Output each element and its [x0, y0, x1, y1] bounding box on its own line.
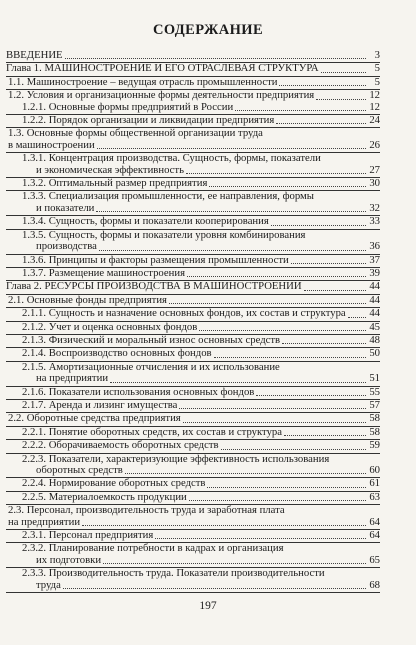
toc-entry-text: 1.3.1. Концентрация производства. Сущность, формы, показатели [22, 152, 321, 165]
toc-entry-text: 2.3. Персонал, производительность труда и заработная плата [8, 504, 285, 517]
toc-entry[interactable] [6, 153, 380, 178]
toc-entry-page: 55 [369, 385, 380, 398]
toc-entry-text-continued: в машиностроении [8, 139, 95, 151]
toc-entry[interactable] [6, 295, 380, 308]
toc-entry-page: 50 [369, 347, 380, 360]
toc-entry-text: 2.3.2. Планирование потребности в кадрах и организация [22, 542, 284, 555]
dot-leader [183, 421, 366, 423]
toc-entry-text: 2.3.1. Персонал предприятия [22, 530, 154, 542]
toc-entry[interactable] [6, 427, 380, 440]
dot-leader [221, 448, 366, 450]
toc-entry-text: 2.2.1. Понятие оборотных средств, их состав и структура [22, 426, 283, 438]
toc-entry[interactable] [6, 230, 380, 255]
dot-leader [321, 71, 366, 73]
toc-entry-text-continued: оборотных средств [36, 465, 123, 476]
toc-entry-page: 24 [369, 114, 380, 127]
toc-entry[interactable] [6, 348, 380, 361]
toc-entry[interactable] [6, 400, 380, 413]
dot-leader [97, 147, 366, 149]
toc-entry-page: 45 [369, 320, 380, 333]
toc-entry-page: 68 [369, 578, 380, 591]
toc-entry[interactable] [6, 322, 380, 335]
toc-entry-text: 1.3.2. Оптимальный размер предприятия [22, 178, 208, 190]
dot-leader [189, 499, 366, 501]
dot-leader [214, 356, 366, 358]
toc-entry[interactable] [6, 543, 380, 568]
toc-entry-page: 61 [369, 477, 380, 490]
toc-entry[interactable] [6, 413, 380, 426]
dot-leader [284, 434, 366, 436]
page-title: СОДЕРЖАНИЕ [152, 22, 264, 38]
toc-entry-text: 2.1.2. Учет и оценка основных фондов [22, 321, 198, 333]
table-of-contents [6, 50, 380, 593]
toc-entry-page: 48 [369, 333, 380, 346]
toc-entry[interactable] [6, 281, 380, 294]
toc-entry-page: 44 [369, 307, 380, 320]
dot-leader [169, 302, 366, 304]
toc-entry-page: 5 [374, 62, 380, 75]
toc-entry-page: 33 [369, 215, 380, 228]
toc-entry-page: 63 [369, 490, 380, 503]
dot-leader [125, 472, 366, 474]
toc-entry-text: 2.1.6. Показатели использования основных фондов [22, 386, 255, 398]
toc-entry[interactable] [6, 335, 380, 348]
toc-entry[interactable] [6, 50, 380, 63]
dot-leader [271, 224, 366, 226]
dot-leader [235, 109, 366, 111]
dot-leader [65, 57, 366, 59]
toc-entry-text: 2.1.4. Воспроизводство основных фондов [22, 348, 212, 360]
dot-leader [96, 210, 366, 212]
page-number: 197 [199, 600, 217, 612]
toc-entry-page: 12 [369, 89, 380, 102]
toc-entry[interactable] [6, 77, 380, 90]
toc-entry[interactable] [6, 90, 380, 101]
toc-entry-text: 2.2.3. Показатели, характеризующие эффективность использования [22, 452, 330, 465]
dot-leader [99, 249, 366, 251]
toc-entry-text: 1.1. Машиностроение – ведущая отрасль промышленности [8, 76, 278, 88]
toc-entry-text: 1.3.7. Размещение машиностроения [22, 267, 185, 279]
toc-entry-text: 1.2. Условия и организационные формы деятельности предприятия [8, 90, 315, 102]
toc-entry-text-continued: и показатели [36, 202, 95, 214]
toc-entry[interactable] [6, 115, 380, 128]
toc-entry[interactable] [6, 362, 380, 387]
dot-leader [282, 342, 366, 344]
toc-entry-text-continued: и экономическая эффективность [36, 164, 184, 176]
toc-entry-page: 60 [369, 464, 380, 476]
dot-leader [256, 394, 366, 396]
toc-entry[interactable] [6, 191, 380, 216]
toc-entry[interactable] [6, 216, 380, 229]
toc-entry[interactable] [6, 268, 380, 281]
toc-entry-text: 2.1.3. Физический и моральный износ основных средств [22, 334, 281, 346]
toc-entry[interactable] [6, 255, 380, 268]
dot-leader [110, 381, 366, 383]
toc-entry[interactable] [6, 505, 380, 530]
toc-entry-text: 2.2. Оборотные средства предприятия [8, 413, 181, 425]
toc-entry-text: 2.1.7. Аренда и лизинг имущества [22, 399, 178, 411]
toc-entry-text: 1.3.6. Принципы и факторы размещения промышленности [22, 254, 289, 266]
dot-leader [316, 98, 366, 100]
dot-leader [348, 316, 366, 318]
toc-entry-text: 2.3.3. Производительность труда. Показатели производительности [22, 567, 325, 580]
toc-entry-page: 32 [369, 201, 380, 214]
toc-entry-text: 2.1. Основные фонды предприятия [8, 294, 167, 306]
toc-entry-page: 64 [369, 529, 380, 542]
toc-entry-page: 12 [369, 100, 380, 113]
toc-entry-text: 1.3. Основные формы общественной организации труда [8, 127, 263, 140]
dot-leader [186, 172, 366, 174]
dot-leader [82, 524, 366, 526]
toc-entry-text-continued: производства [36, 241, 97, 253]
toc-entry[interactable] [6, 102, 380, 115]
toc-entry-text: 2.2.5. Материалоемкость продукции [22, 491, 187, 503]
toc-entry[interactable] [6, 454, 380, 479]
toc-entry-text: 2.1.5. Амортизационные отчисления и их использование [22, 360, 280, 373]
toc-entry-text: Глава 2. РЕСУРСЫ ПРОИЗВОДСТВА В МАШИНОСТРОЕНИИ [6, 281, 302, 293]
toc-entry-text: 1.3.5. Сущность, формы и показатели уровня комбинирования [22, 228, 306, 241]
toc-entry[interactable] [6, 440, 380, 453]
toc-entry-text-continued: на предприятии [36, 373, 109, 385]
toc-entry-text-continued: на предприятии [8, 516, 81, 528]
toc-entry[interactable] [6, 568, 380, 593]
toc-entry-page: 5 [374, 75, 380, 88]
toc-entry-text: 2.2.4. Нормирование оборотных средств [22, 478, 206, 490]
toc-entry-page: 59 [369, 439, 380, 452]
toc-entry-page: 36 [369, 240, 380, 253]
dot-leader [187, 275, 366, 277]
toc-entry-page: 37 [369, 253, 380, 266]
toc-entry-page: 44 [369, 293, 380, 306]
toc-entry-page: 57 [369, 398, 380, 411]
dot-leader [207, 486, 366, 488]
toc-entry[interactable] [6, 387, 380, 400]
dot-leader [291, 262, 366, 264]
toc-entry-page: 27 [369, 163, 380, 176]
dot-leader [199, 329, 366, 331]
toc-entry-text: 2.1.1. Сущность и назначение основных фондов, их состав и структура [22, 308, 346, 320]
toc-entry-text-continued: труда [36, 579, 61, 591]
dot-leader [304, 289, 366, 291]
toc-entry[interactable] [6, 178, 380, 191]
toc-entry[interactable] [6, 63, 380, 76]
toc-entry[interactable] [6, 530, 380, 543]
toc-entry-page: 58 [369, 425, 380, 438]
toc-entry-page: 65 [369, 553, 380, 566]
toc-entry-page: 30 [369, 177, 380, 190]
toc-entry-text: 1.2.2. Порядок организации и ликвидации предприятия [22, 115, 275, 127]
toc-entry-page: 44 [369, 280, 380, 293]
toc-entry-text: 1.3.3. Специализация промышленности, ее направления, формы [22, 190, 314, 203]
toc-entry[interactable] [6, 308, 380, 321]
toc-entry[interactable] [6, 478, 380, 491]
toc-entry[interactable] [6, 492, 380, 505]
toc-entry-page: 58 [369, 412, 380, 425]
entry-underline [6, 592, 380, 593]
toc-entry-page: 26 [369, 138, 380, 151]
toc-entry-text: 2.2.2. Оборачиваемость оборотных средств [22, 440, 219, 452]
toc-entry-text: Глава 1. МАШИНОСТРОЕНИЕ И ЕГО ОТРАСЛЕВАЯ СТРУКТУРА [6, 63, 319, 75]
dot-leader [103, 562, 366, 564]
dot-leader [155, 537, 366, 539]
toc-entry-page: 39 [369, 266, 380, 279]
dot-leader [209, 185, 366, 187]
toc-entry-page: 64 [369, 515, 380, 528]
dot-leader [63, 587, 366, 589]
dot-leader [279, 84, 366, 86]
toc-entry-page: 51 [369, 372, 380, 385]
dot-leader [179, 407, 366, 409]
toc-entry-text: 1.3.4. Сущность, формы и показатели кооперирования [22, 216, 269, 228]
toc-entry-text-continued: их подготовки [36, 554, 102, 566]
toc-entry[interactable] [6, 128, 380, 153]
toc-entry-page: 3 [374, 49, 380, 61]
toc-entry-text: 1.2.1. Основные формы предприятий в России [22, 101, 234, 113]
toc-entry-text: ВВЕДЕНИЕ [6, 50, 63, 61]
dot-leader [276, 122, 366, 124]
